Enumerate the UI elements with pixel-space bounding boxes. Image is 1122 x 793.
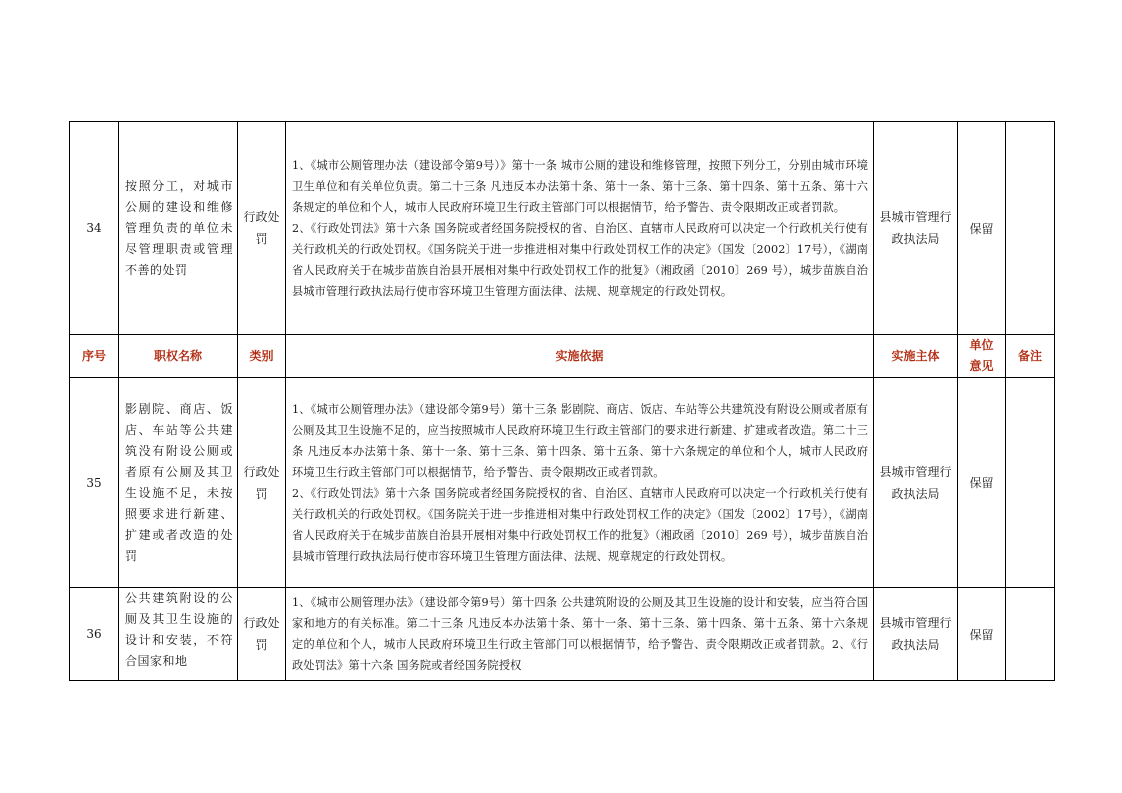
row-basis xyxy=(286,378,874,588)
row-opinion: 保留 xyxy=(958,378,1006,588)
header-seq: 序号 xyxy=(70,335,119,378)
table-row xyxy=(70,378,1055,588)
row-name: 影剧院、商店、饭店、车站等公共建筑没有附设公厕或者原有公厕及其卫生设施不足，未按照要求进行新建、扩建或者改造的处罚 xyxy=(119,378,238,588)
row-subject: 县城市管理行政执法局 xyxy=(874,588,958,681)
header-category: 类别 xyxy=(238,335,286,378)
header-name: 职权名称 xyxy=(119,335,238,378)
authority-table xyxy=(69,121,1055,681)
row-name-text: 公共建筑附设的公厕及其卫生设施的设计和安装，不符合国家和地 xyxy=(125,591,233,668)
row-remark xyxy=(1006,378,1055,588)
row-seq: 35 xyxy=(70,378,119,588)
table-row xyxy=(70,122,1055,335)
table-header-row xyxy=(70,335,1055,378)
row-category: 行政处罚 xyxy=(238,588,286,681)
row-basis xyxy=(286,588,874,681)
row-name: 按照分工，对城市公厕的建设和维修管理负责的单位未尽管理职责或管理不善的处罚 xyxy=(119,122,238,335)
row-basis xyxy=(286,122,874,335)
row-subject: 县城市管理行政执法局 xyxy=(874,378,958,588)
row-opinion: 保留 xyxy=(958,588,1006,681)
basis-paragraph: 1、《城市公厕管理办法（建设部令第9号）》第十一条 城市公厕的建设和维修管理，按照下列分工，分别由城市环境卫生单位和有关单位负责。第二十三条 凡违反本办法第十条、第十一条、第十三条、第十四条、第十五条、第十六条规定的单位和个人，城市人民政府环境卫生行政主管部门可以根据情节，给予警告、责令限期改正或者罚款。 xyxy=(292,158,868,214)
row-category: 行政处罚 xyxy=(238,378,286,588)
header-opinion: 单位意见 xyxy=(958,335,1006,378)
header-remark: 备注 xyxy=(1006,335,1055,378)
header-basis: 实施依据 xyxy=(286,335,874,378)
row-remark xyxy=(1006,588,1055,681)
row-seq: 36 xyxy=(70,588,119,681)
basis-paragraph: 1、《城市公厕管理办法》（建设部令第9号）第十三条 影剧院、商店、饭店、车站等公共建筑没有附设公厕或者原有公厕及其卫生设施不足的，应当按照城市人民政府环境卫生行政主管部门的要求进行新建、扩建或者改造。第二十三条 凡违反本办法第十条、第十一条、第十三条、第十四条、第十五条、第十六条规定的单位和个人，城市人民政府环境卫生行政主管部门可以根据情节，给予警告、责令限期改正或者罚款。 xyxy=(292,402,868,479)
row-category: 行政处罚 xyxy=(238,122,286,335)
row-name xyxy=(119,588,238,681)
basis-paragraph: 2、《行政处罚法》第十六条 国务院或者经国务院授权的省、自治区、直辖市人民政府可以决定一个行政机关行使有关行政机关的行政处罚权。《国务院关于进一步推进相对集中行政处罚权工作的决定》（国发〔2002〕17号），《湖南省人民政府关于在城步苗族自治县开展相对集中行政处罚权工作的批复》（湘政函〔2010〕269 号），城步苗族自治县城市管理行政执法局行使市容环境卫生管理方面法律、法规、规章规定的行政处罚权。 xyxy=(292,221,868,298)
basis-paragraph: 1、《城市公厕管理办法》（建设部令第9号）第十四条 公共建筑附设的公厕及其卫生设施的设计和安装，应当符合国家和地方的有关标准。第二十三条 凡违反本办法第十条、第十一条、第十三条、第十四条、第十五条、第十六条规定的单位和个人，城市人民政府环境卫生行政主管部门可以根据情节，给予警告、责令限期改正或者罚款。2、《行政处罚法》第十六条 国务院或者经国务院授权 xyxy=(292,596,868,672)
row-seq: 34 xyxy=(70,122,119,335)
basis-paragraph: 2、《行政处罚法》第十六条 国务院或者经国务院授权的省、自治区、直辖市人民政府可以决定一个行政机关行使有关行政机关的行政处罚权。《国务院关于进一步推进相对集中行政处罚权工作的决定》（国发〔2002〕17号），《湖南省人民政府关于在城步苗族自治县开展相对集中行政处罚权工作的批复》（湘政函〔2010〕269 号），城步苗族自治县城市管理行政执法局行使市容环境卫生管理方面法律、法规、规章规定的行政处罚权。 xyxy=(292,486,868,563)
row-remark xyxy=(1006,122,1055,335)
row-opinion: 保留 xyxy=(958,122,1006,335)
table-row xyxy=(70,588,1055,681)
row-subject: 县城市管理行政执法局 xyxy=(874,122,958,335)
header-subject: 实施主体 xyxy=(874,335,958,378)
